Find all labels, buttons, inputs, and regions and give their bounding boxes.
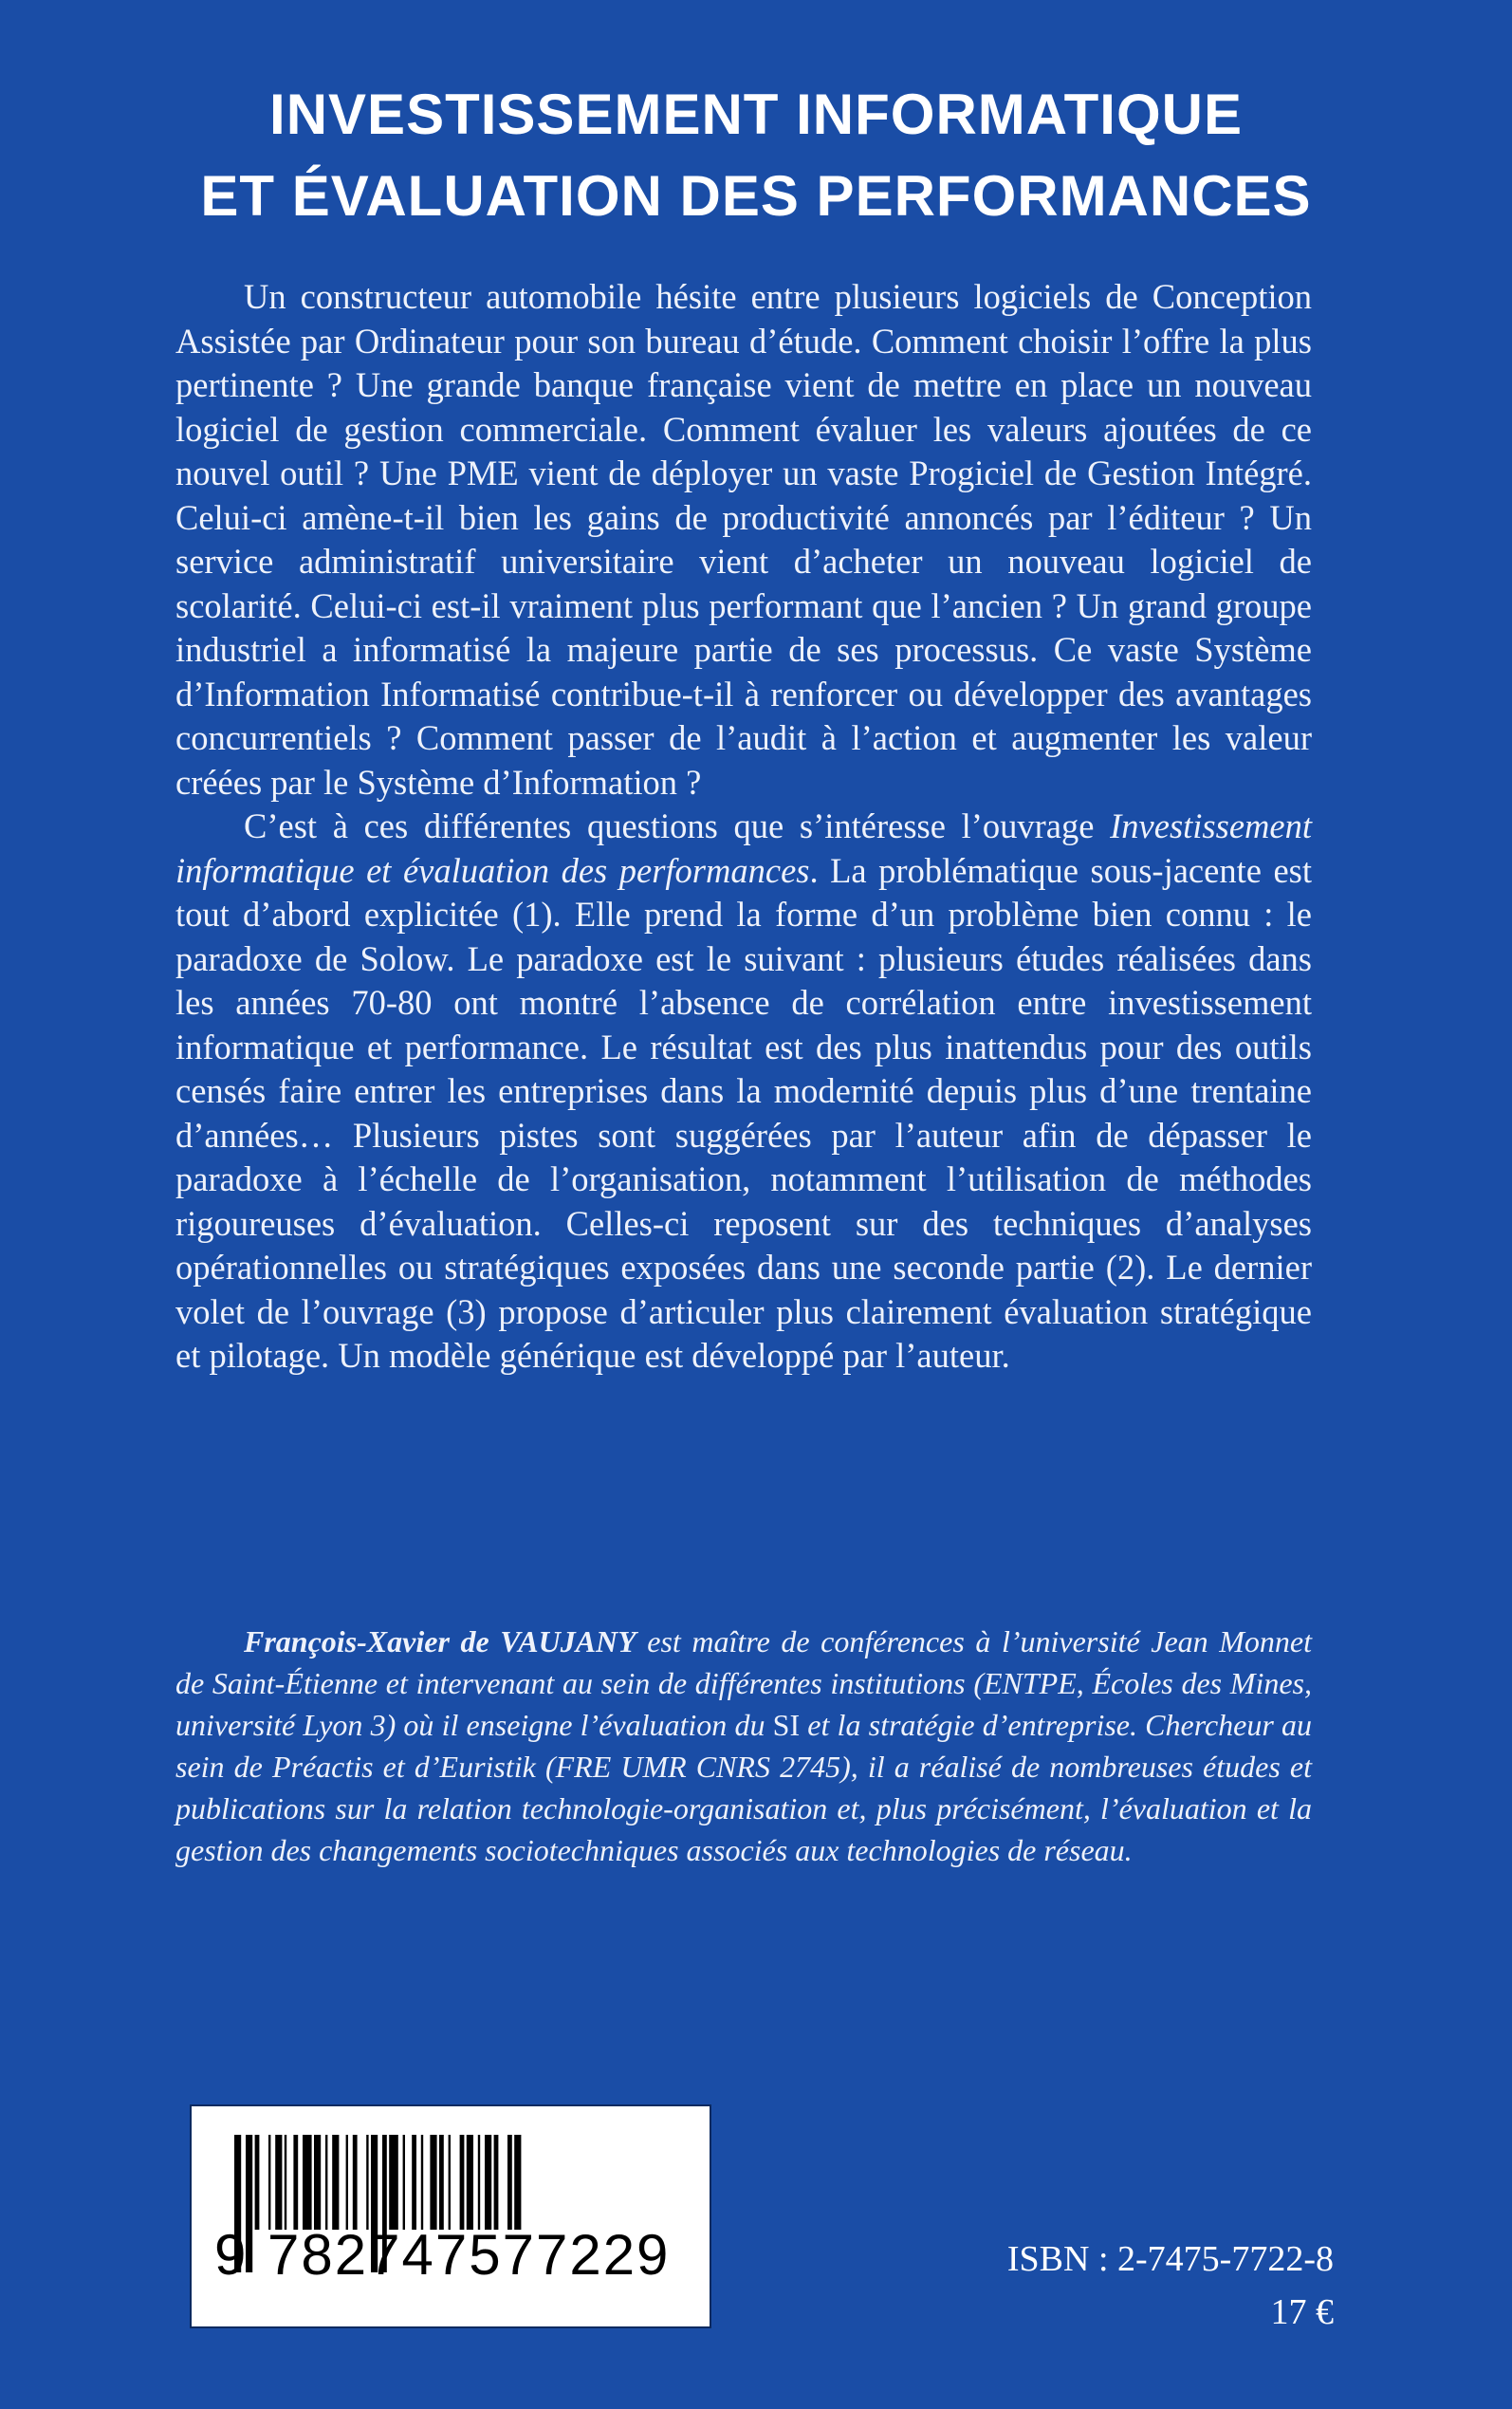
summary-paragraph-2 <box>175 805 1312 1379</box>
barcode-bar <box>478 2135 480 2230</box>
author-bio-part-2: et la stratégie d’entreprise. Chercheur au sein de Préactis et d’Euristik (FRE UMR CNRS 2745), il a réalisé de nombreuses études et publications sur la relation technologie-organisation et, plus précisément, l’évaluation et la gestion des changements sociotechniques associés aux technologies de réseau. <box>175 1708 1313 1867</box>
book-title-line-1: INVESTISSEMENT INFORMATIQUE <box>269 83 1243 146</box>
author-bio <box>175 1621 1312 1871</box>
barcode-bar <box>507 2135 512 2230</box>
barcode-bar <box>332 2135 339 2230</box>
barcode-bar <box>485 2135 491 2230</box>
barcode-bar <box>293 2135 298 2230</box>
barcode-bar <box>303 2135 312 2230</box>
summary-paragraph-1: Un constructeur automobile hésite entre plusieurs logiciels de Conception Assistée par Ordinateur pour son bureau d’étude. Comment choisir l’offre la plus pertinente ? Une grande banque française vient de mettre en place un nouveau logiciel de gestion commerciale. Comment évaluer les valeurs ajoutées de ce nouvel outil ? Une PME vient de déployer un vaste Progiciel de Gestion Intégré. Celui-ci amène-t-il bien les gains de productivité annoncés par l’éditeur ? Un service administratif universitaire vient d’acheter un nouveau logiciel de scolarité. Celui-ci est-il vraiment plus performant que l’ancien ? Un grand groupe industriel a informatisé la majeure partie de ses processus. Ce vaste Système d’Information Informatisé contribue-t-il à renforcer ou développer des avantages concurrentiels ? Comment passer de l’audit à l’action et augmenter les valeur créées par le Système d’Information ? <box>175 277 1312 802</box>
barcode-bar <box>353 2135 358 2230</box>
back-cover-summary <box>175 275 1312 1379</box>
barcode-bar <box>389 2135 398 2230</box>
isbn-barcode <box>190 2104 711 2328</box>
barcode-bar <box>430 2135 436 2230</box>
book-title <box>171 74 1341 237</box>
summary-paragraph-2-rest: . La problématique sous-jacente est tout d’abord explicitée (1). Elle prend la forme d’un problème bien connu : le paradoxe de Solow. Le paradoxe est le suivant : plusieurs études réalisées dans les années 70-80 ont montré l’absence de corrélation entre investissement informatique et performance. Le résultat est des plus inattendus pour des outils censés faire entrer les entreprises dans la modernité depuis plus d’une trentaine d’années… Plusieurs pistes sont suggérées par l’auteur afin de dépasser le paradoxe à l’échelle de l’organisation, notamment l’utilisation de méthodes rigoureuses d’évaluation. Celles-ci reposent sur des techniques d’analyses opérationnelles ou stratégiques exposées dans une seconde partie (2). Le dernier volet de l’ouvrage (3) propose d’articuler plus clairement évaluation stratégique et pilotage. Un modèle générique est développé par l’auteur. <box>175 850 1312 1375</box>
summary-paragraph-2-start: C’est à ces différentes questions que s’intéresse l’ouvrage <box>244 806 1111 845</box>
barcode-bar <box>439 2135 444 2230</box>
summary-book-title: Investissement informatique et évaluation des performances <box>175 806 1312 890</box>
barcode-digits <box>214 2222 670 2289</box>
barcode-bar <box>403 2135 405 2230</box>
author-bio-part-1: est maître de conférences à l’université Jean Monnet de Saint-Étienne et intervenant au sein de différentes institutions (ENTPE, Écoles des Mines, université Lyon 3) où il enseigne l’évaluation du <box>175 1624 1312 1742</box>
barcode-bar <box>514 2135 521 2230</box>
barcode-bar <box>421 2135 423 2230</box>
barcode-bar <box>449 2135 451 2230</box>
barcode-bar <box>275 2135 282 2230</box>
barcode-first-digit: 9 <box>214 2223 249 2287</box>
barcode-bar <box>460 2135 465 2230</box>
barcode-bar <box>412 2135 416 2230</box>
barcode-bar <box>268 2135 270 2230</box>
barcode-bar <box>314 2135 321 2230</box>
barcode-bar <box>285 2135 286 2230</box>
barcode-bar <box>325 2135 327 2230</box>
price: 17 € <box>1270 2292 1334 2332</box>
barcode-main-digits: 782747577229 <box>267 2223 671 2287</box>
barcode-bar <box>494 2135 499 2230</box>
barcode-bar <box>255 2135 260 2230</box>
barcode-bar <box>467 2135 473 2230</box>
author-bio-si: SI <box>772 1708 801 1742</box>
book-title-line-2: ET ÉVALUATION DES PERFORMANCES <box>200 164 1312 228</box>
isbn-number: ISBN : 2-7475-7722-8 <box>1006 2239 1334 2279</box>
barcode-bar <box>366 2135 368 2230</box>
barcode-bar <box>346 2135 348 2230</box>
author-name: François-Xavier de VAUJANY <box>244 1624 636 1659</box>
author-bio-paragraph <box>175 1621 1312 1871</box>
